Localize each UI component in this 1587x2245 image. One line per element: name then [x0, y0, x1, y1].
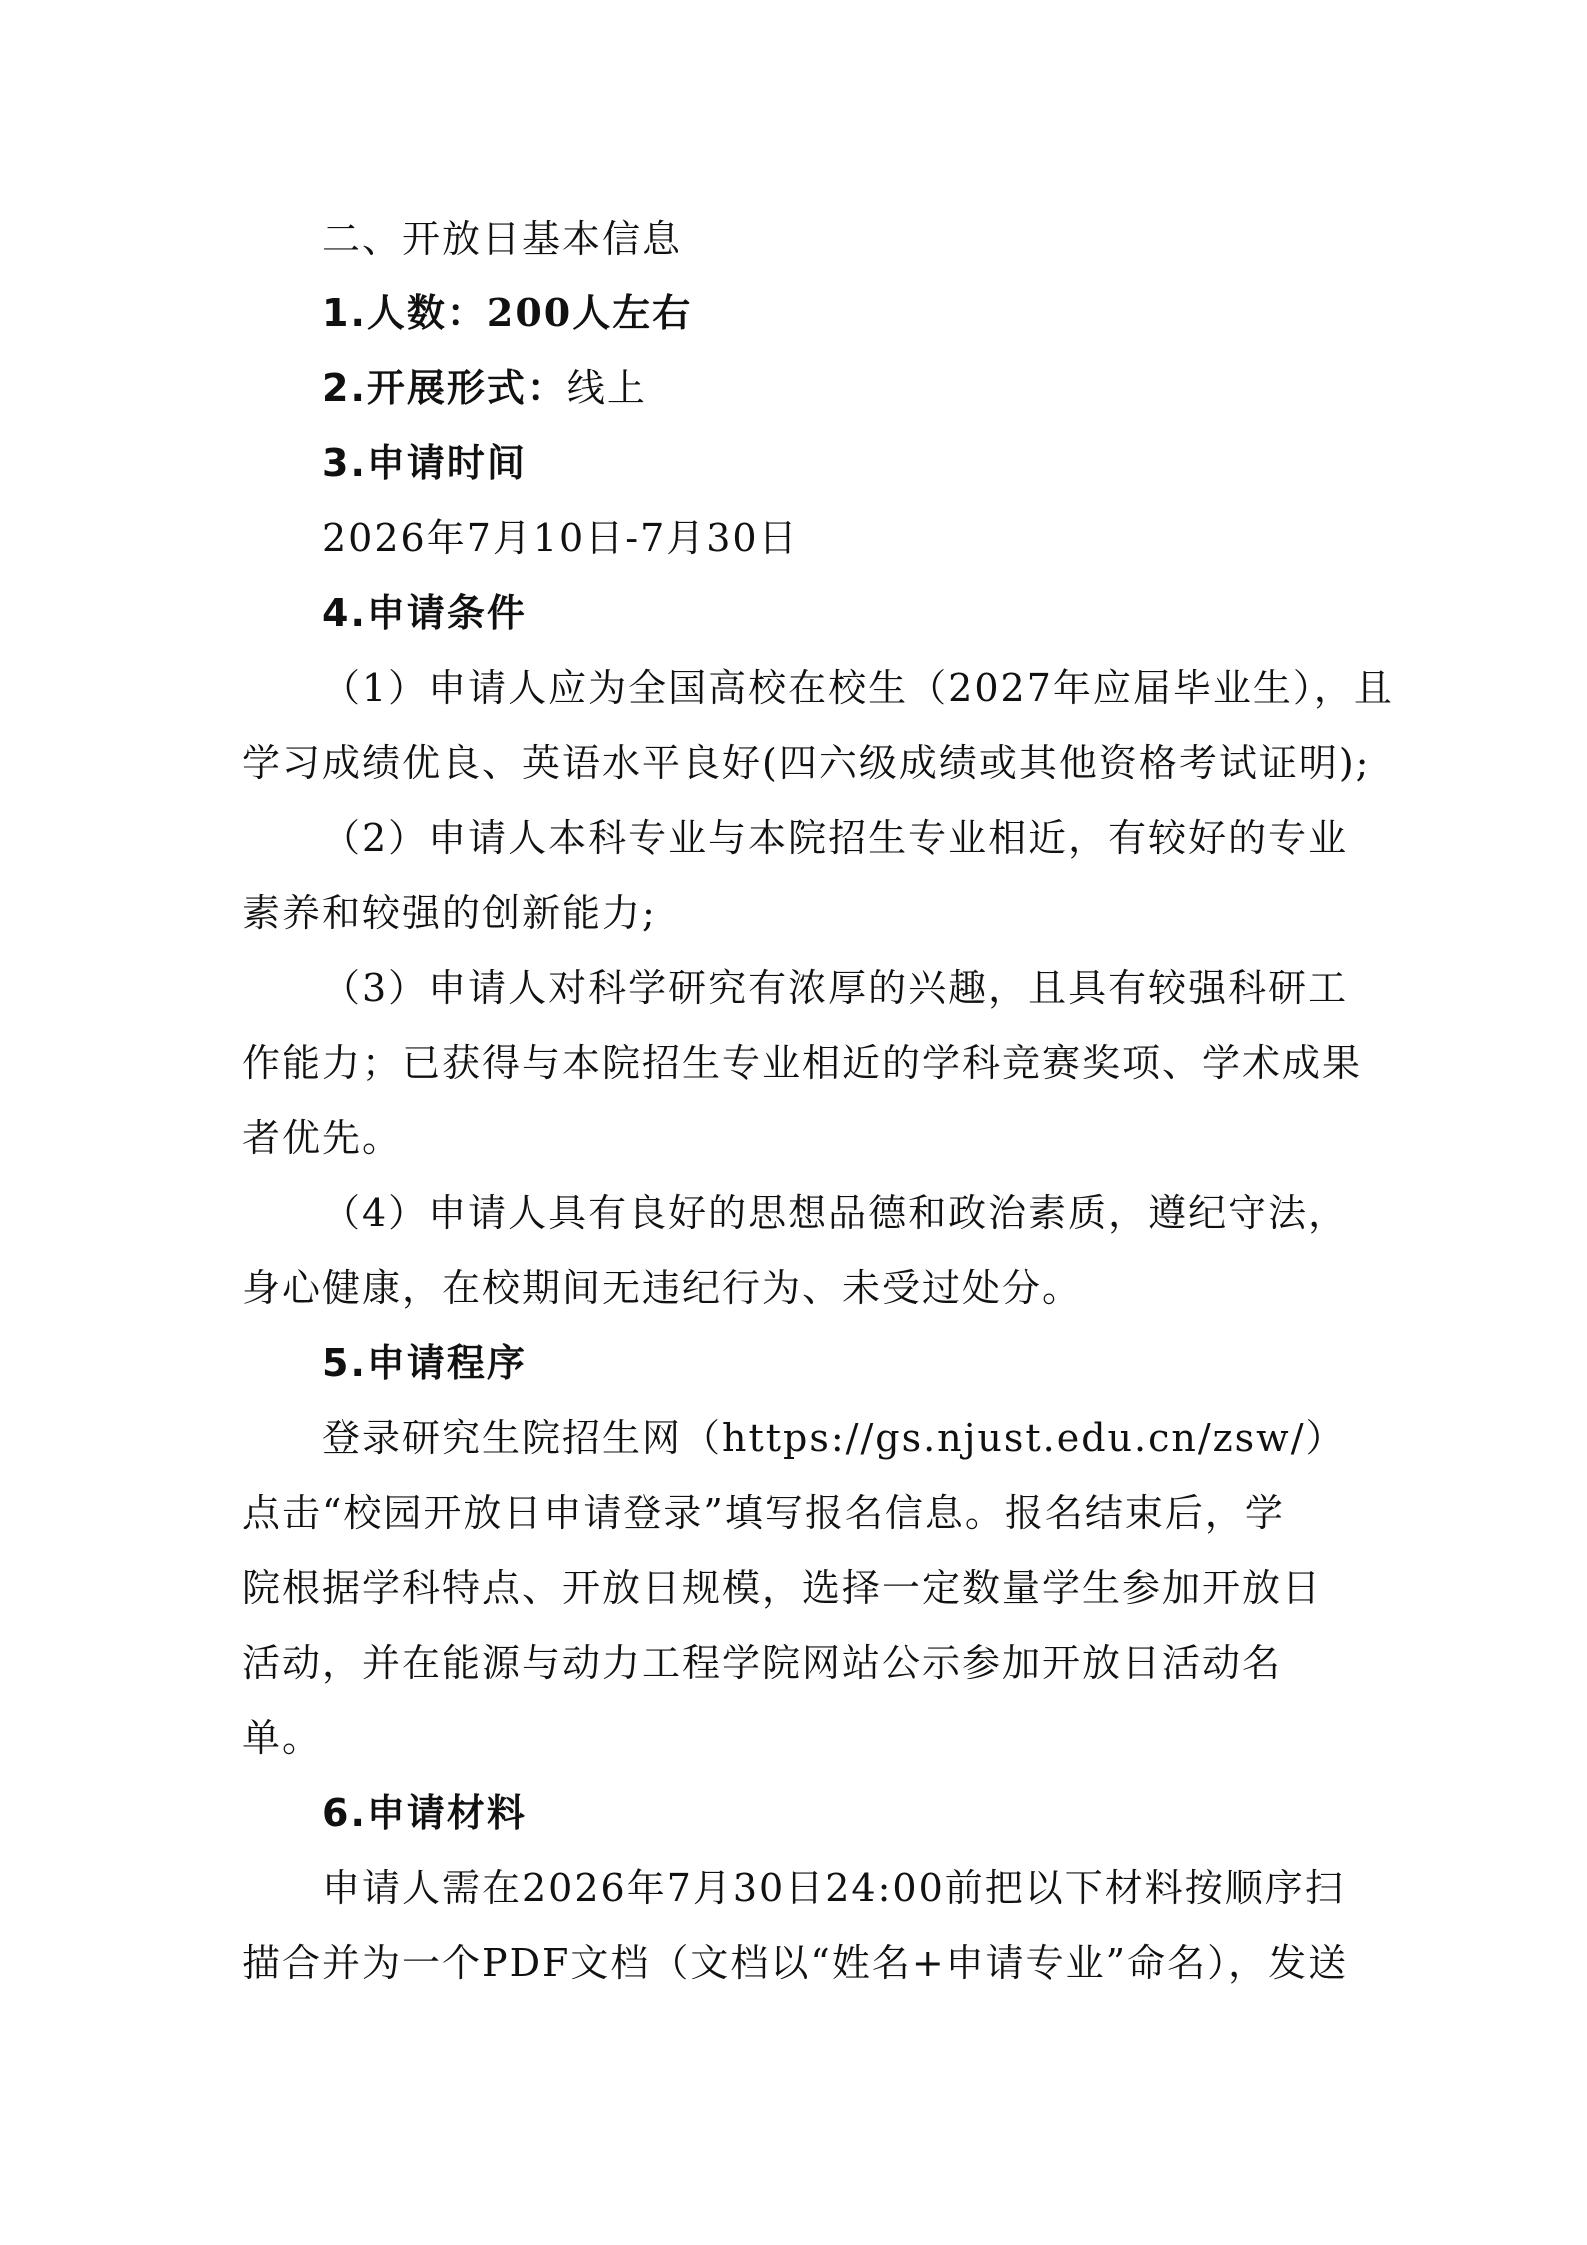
paragraph-line: 活动，并在能源与动力工程学院网站公示参加开放日活动名 [242, 1641, 1283, 1685]
item-application-time-value: 2026年7月10日-7月30日 [322, 516, 799, 560]
paragraph-line: 身心健康，在校期间无违纪行为、未受过处分。 [242, 1266, 1083, 1310]
paragraph-line: （3）申请人对科学研究有浓厚的兴趣，且具有较强科研工 [322, 966, 1349, 1010]
item-value: 200人左右 [486, 290, 693, 335]
paragraph-line: （1）申请人应为全国高校在校生（2027年应届毕业生），且 [322, 666, 1394, 710]
paragraph-line: 者优先。 [242, 1116, 403, 1160]
paragraph-line: 点击“校园开放日申请登录”填写报名信息。报名结束后，学 [242, 1491, 1285, 1535]
paragraph-line: 作能力；已获得与本院招生专业相近的学科竞赛奖项、学术成果 [242, 1041, 1363, 1085]
section-title: 二、开放日基本信息 [322, 217, 683, 261]
paragraph-line: （4）申请人具有良好的思想品德和政治素质，遵纪守法， [322, 1191, 1349, 1235]
paragraph-line: 素养和较强的创新能力; [242, 891, 657, 935]
paragraph-line: 学习成绩优良、英语水平良好(四六级成绩或其他资格考试证明); [242, 741, 1371, 785]
item-label: 1.人数： [322, 291, 487, 335]
item-format [322, 366, 1362, 410]
item-value: 线上 [566, 366, 647, 410]
item-label: 2.开展形式： [322, 366, 567, 410]
item-procedure-label: 5.申请程序 [322, 1341, 527, 1385]
item-people-count [322, 290, 1362, 335]
paragraph-line: 申请人需在2026年7月30日24:00前把以下材料按顺序扫 [322, 1866, 1345, 1910]
paragraph-line: 单。 [242, 1716, 323, 1760]
item-materials-label: 6.申请材料 [322, 1791, 527, 1835]
item-application-time-label: 3.申请时间 [322, 441, 527, 485]
paragraph-line: 描合并为一个PDF文档（文档以“姓名+申请专业”命名），发送 [242, 1941, 1349, 1985]
paragraph-line: 登录研究生院招生网（https://gs.njust.edu.cn/zsw/） [322, 1416, 1346, 1460]
paragraph-line: 院根据学科特点、开放日规模，选择一定数量学生参加开放日 [242, 1566, 1323, 1610]
item-conditions-label: 4.申请条件 [322, 591, 527, 635]
paragraph-line: （2）申请人本科专业与本院招生专业相近，有较好的专业 [322, 816, 1349, 860]
